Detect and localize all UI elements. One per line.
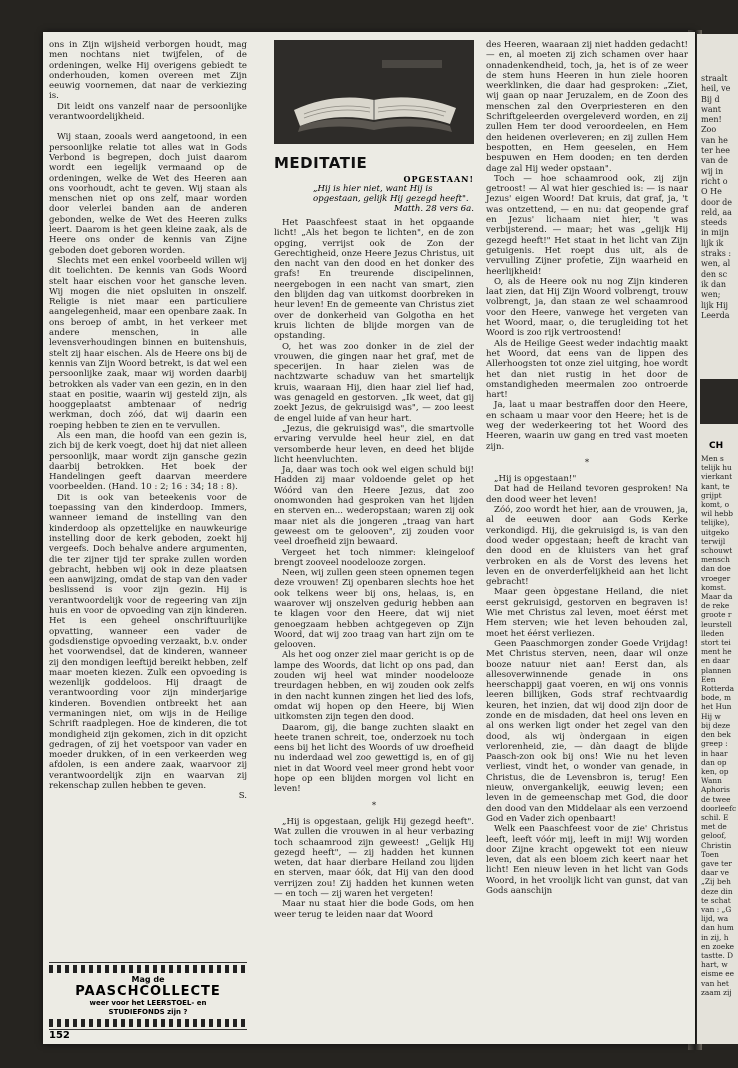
text-line: vroeger: [701, 573, 731, 583]
text-line: stort tei: [701, 638, 731, 648]
text-line: lijd, wa: [701, 914, 729, 924]
right-page-heading: CH: [709, 441, 724, 451]
right-page-edge: [697, 34, 738, 1044]
text-line: Zoo: [701, 125, 717, 135]
section-star: *: [584, 457, 590, 468]
paragraph: Maar geen òpgestane Heiland, die niet eerst gekruisigd, gestorven en begraven is! Wie met Christus zal leven, moet éérst met Hem sterven; wie het leven behouden zal, moet het éérst verliezen.: [486, 587, 688, 639]
text-line: straks :: [701, 249, 732, 259]
text-line: Rotterda: [701, 684, 734, 694]
text-line: gave ter: [701, 858, 732, 868]
text-line: tastte. D: [701, 950, 734, 960]
left-page: [43, 32, 695, 1044]
paragraph: Zóó, zoo wordt het hier, aan de vrouwen, ja, al de eeuwen door aan Gods Kerke verkondigd. Hij, die gekruisigd is, is van den dood weder opgestaan; heeft de kracht van den dood en de kluisters van het graf verbroken en als de Vorst des levens het leven en de onverderfelijkheid aan het licht gebracht!: [486, 505, 688, 588]
text-line: „Zij beh: [701, 877, 731, 887]
text-line: vierkant: [701, 472, 733, 482]
paragraph: Geen Paaschmorgen zonder Goede Vrijdag! Met Christus sterven, neen, daar wil onze booze natuur niet aan! Eerst dan, als allesoverwinnende genade in ons heerschappij gaat voeren, en wij ons vonnis leeren billijken, Gods straf rechtvaardig keuren, het inzien, dat wij dood zijn door de zonde en de misdaden, dat heel ons leven en al ons werken ligt onder het zegel van den dood, als wij òndergaan in eigen verlorenheid, zie, — dàn daagt de blijde Paasch-zon ook bij ons! Wie nu het leven verliest, vindt het, o wonder van genade, in Christus, die de Levensbron is, terug! Een nieuw, onvergankelijk, eeuwig leven; een leven in de gemeenschap met God, die door den dood van den Middelaar als een verzoend God en Vader zich openbaart!: [486, 638, 688, 824]
meditatie-subtitle: OPGESTAAN!: [403, 174, 474, 184]
paragraph: Maar nu staat hier die bode Gods, om hen weer terug te leiden naar dat Woord: [274, 899, 474, 920]
text-line: Maar da: [701, 592, 733, 602]
text-line: den sc: [701, 269, 728, 279]
text-line: want: [701, 104, 721, 114]
text-line: ik dan: [701, 279, 726, 289]
text-line: Bij d: [701, 94, 720, 104]
text-line: telijk hu: [701, 463, 732, 473]
text-line: Toen: [701, 849, 719, 859]
text-line: dan hum: [701, 923, 734, 933]
paragraph: Als de Heilige Geest weder indachtig maakt het Woord, dat eens van de lippen des Allerhoogsten tot onze ziel uitging, hoe wordt het dan niet rustig in het door de omstandigheden meermalen zoo ontroerde hart!: [486, 338, 688, 401]
motto-reference: Matth. 28 vers 6a.: [393, 204, 474, 214]
text-line: het Hun: [701, 702, 732, 712]
motto-text: „Hij is hier niet, want Hij is opgestaan, gelijk Hij gezegd heeft".: [313, 184, 469, 204]
paragraph: Vergeet het toch nimmer: kleingeloof brengt zooveel noodelooze zorgen.: [274, 547, 474, 568]
text-line: Aphoris: [701, 785, 730, 795]
paaschcollecte-advertisement: [49, 962, 247, 1030]
text-line: groote r: [701, 610, 732, 620]
paragraph: O, als de Heere ook nu nog Zijn kinderen laat zien, dat Hij Zijn Woord volbrengt, trouw volbrengt, ja, dan staan ze wel schaamrood voor den Heere, vanwege het vergeten van het Woord, maar, o, die terugleiding tot het Woord is zoo rijk vertroostend!: [486, 276, 688, 339]
paragraph: Dit is ook van beteekenis voor de toepassing van den kinderdoop. Immers, wanneer iemand de instelling van den kinderdoop als opzettelijke en nauwkeurige instelling door de kerk geboden, zoekt hij vergeefs. Doch behalve andere argumenten, die ter zijner tijd ter sprake zullen worden gebracht, hebben wij ook in deze plaatsen een aanwijzing, omdat de stap van den vader beslissend is voor zijn gezin. Hij is verantwoordelijk voor de regeering van zijn huis en voor de opvoeding van zijn kinderen. Het is een geheel onschriftuurlijke opvatting, wanneer een vader de godsdienstige opvoeding verzaakt, b.v. onder het voorwendsel, dat de kinderen, wanneer zij den mondigen leeftijd bereikt hebben, zelf maar moeten kiezen. Zulk een opvoeding is wezenlijk goddeloos. Hij draagt de verantwoording voor zijn minderjarige kinderen. Bovendien ontbreekt het aan vermaningen niet, om wijs in de Heilige Schrift raadplegen. Hoe de kinderen, die tot mondigheid zijn gekomen, zich in dit opzicht gedragen, of zij het voetspoor van vader en moeder drukken, of in een verkeerden weg afdolen, is een andere zaak, waarvoor zij verantwoordelijk zijn en waarvan zij rekenschap zullen hebben te geven.: [49, 492, 247, 792]
text-line: mensch: [701, 555, 730, 565]
text-line: Wann: [701, 776, 722, 786]
text-line: grijpt: [701, 490, 722, 500]
text-line: steeds: [701, 218, 728, 228]
text-line: telijke),: [701, 518, 730, 528]
open-bible-illustration: [274, 40, 474, 144]
text-line: en zoeke: [701, 941, 735, 951]
text-line: komst.: [701, 582, 727, 592]
meditatie-title: MEDITATIE: [274, 154, 368, 172]
text-line: kant, te: [701, 481, 730, 491]
text-line: richt o: [701, 176, 728, 186]
text-line: Een: [701, 674, 716, 684]
text-line: de twee: [701, 794, 731, 804]
text-line: bij deze: [701, 720, 731, 730]
text-line: van de: [701, 156, 728, 166]
text-line: den bek: [701, 730, 731, 740]
paragraph: Daarom, gij, die bange zuchten slaakt en heete tranen schreit, toe, onderzoek nu toch eens bij het licht des Woords of uw droefheid nu inderdaad wel zoo gewettigd is, en of gij niet in dat Woord veel meer grond hebt voor hope op een blijden morgen vol licht en leven!: [274, 722, 474, 795]
text-line: O He: [701, 187, 722, 197]
text-line: met de: [701, 822, 727, 832]
paragraph: O, het was zoo donker in de ziel der vrouwen, die gingen naar het graf, met de specerijen. In haar zielen was de nachtzwarte schaduw van het smartelijk kruis, waaraan Hij, dien haar ziel lief had, was genageld en gestorven. „Ik weet, dat gij zoekt Jezus, de gekruisigd was", — zoo leest de engel luide af van heur hart.: [274, 341, 474, 424]
ad-line-4: STUDIEFONDS zijn ?: [108, 1008, 188, 1016]
bible-verse-motto: [313, 184, 474, 214]
paragraph: Dit leidt ons vanzelf naar de persoonlijke verantwoordelijkheid.: [49, 101, 247, 123]
text-line: terwijl: [701, 536, 726, 546]
text-line: wen, al: [701, 259, 731, 269]
paragraph: Als het oog onzer ziel maar gericht is op de lampe des Woords, dat licht op ons pad, dan zouden wij heel wat minder noodelooze treurdagen hebben, en wij zouden ook zelfs in den nacht kunnen zingen het lied des lofs, omdat wij hopen op den Heere, bij Wien uitkomsten zijn tegen den dood.: [274, 650, 474, 723]
text-line: schouwt: [701, 546, 733, 556]
right-page-top-text: [701, 74, 738, 321]
open-book-icon: [274, 40, 474, 144]
author-signature: S.: [238, 791, 247, 802]
text-line: hart, w: [701, 960, 728, 970]
column-1: [49, 40, 247, 802]
page-number: 152: [49, 1030, 70, 1041]
text-line: daar ve: [701, 868, 729, 878]
text-line: ter hee: [701, 146, 730, 156]
text-line: geloof,: [701, 831, 727, 841]
text-line: plannen: [701, 665, 732, 675]
text-line: eisme ee: [701, 969, 735, 979]
ornament-border: [49, 965, 247, 973]
text-line: Men s: [701, 454, 724, 463]
text-line: van : „G: [701, 904, 732, 914]
text-line: door de: [701, 197, 732, 207]
text-line: dan op: [701, 757, 727, 767]
text-line: en daar: [701, 656, 730, 666]
text-line: greep :: [701, 739, 728, 749]
text-line: heil, ve: [701, 84, 731, 94]
text-line: schil. E: [701, 812, 729, 822]
paragraph: „Hij is opgestaan, gelijk Hij gezegd heeft". Wat zullen die vrouwen in al heur verbazing toch schaamrood zijn geweest! „Gelijk Hij gezegd heeft", — zij hadden het kunnen weten, dat haar dierbare Heiland zou lijden en sterven, maar óók, dat Hij van den dood verrijzen zou! Zij hadden het kunnen weten — en toch — zij waren het vergeten!: [274, 816, 474, 899]
text-line: wij in: [701, 166, 724, 176]
text-line: ment he: [701, 647, 732, 657]
paragraph: Dat had de Heiland tevoren gesproken! Na den dood weer het leven!: [486, 484, 688, 505]
paragraph: „Hij is opgestaan!": [494, 474, 577, 485]
text-line: wil hebb: [701, 509, 733, 519]
text-line: de reke: [701, 601, 730, 611]
ad-headline: PAASCHCOLLECTE: [75, 984, 221, 999]
paragraph: „Jezus, die gekruisigd was", die smartvolle ervaring vervulde heel heur ziel, en dat versomberde heur leven, en deed het blijde licht heenvluchten.: [274, 423, 474, 465]
paragraph: Ja, laat u maar bestraffen door den Heere, en schaam u maar voor den Heere; het is de weg der wederkeering tot het Woord des Heeren, waarin uw gang en tred vast moeten zijn.: [486, 400, 688, 452]
text-line: reld, aa: [701, 207, 732, 217]
paragraph: Welk een Paaschfeest voor de zie' Christus leeft, leeft vóór mij, leeft in mij! Wij worden door Zijne kracht opgewekt tot een nieuw leven, dat als een bloem zich keert naar het licht! Een nieuw leven in het licht van Gods Woord, in het vroolijk licht van gunst, dat van Gods aanschijn: [486, 824, 688, 897]
paragraph: des Heeren, waaraan zij niet hadden gedacht! — en, al moeten zij zich schamen over haar onnadenkendheid, toch, ja, het is of ze weer de stem huns Heeren in hun ziele hooren weerklinken, die daar had gesproken: „Ziet, wij gaan op naar Jeruzalem, en de Zoon des menschen zal den Overpriesteren en den Schriftgeleerden overgeleverd worden, en zij zullen Hem ter dood veroordeelen, en Hem den heidenen overleveren; en zij zullen Hem bespotten, en Hem geeselen, en Hem bespuwen en Hem dooden; en ten derden dage zal Hij weder opstaan".: [486, 40, 688, 174]
text-line: in mijn: [701, 228, 730, 238]
ad-line-3: weer voor het LEERSTOEL- en: [89, 999, 207, 1007]
text-line: Christin: [701, 840, 732, 850]
text-line: wen;: [701, 290, 721, 300]
text-line: men!: [701, 115, 722, 125]
paragraph: Neen, wij zullen geen steen opnemen tegen deze vrouwen! Zij openbaren slechts hoe het ook telkens weer bij ons, helaas, is, en waarover wij onszelven gedurig hebben aan te klagen voor den Heere, dat wij niet genoegzaam hebben achtgegeven op Zijn Woord, dat wij zoo traag van hart zijn om te gelooven.: [274, 568, 474, 651]
paragraph: Het Paaschfeest staat in het opgaande licht! „Als het begon te lichten", en de zon opging, verrijst ook de Zon der Gerechtigheid, onze Heere Jezus Christus, uit den nacht van den dood en het donker des grafs! En treurende discipelinnen, neergebogen in een nacht van smart, zien den blijden dag van uitkomst doorbreken in heur leven! En de gemeente van Christus ziet over de donkerheid van Golgotha en het kruis lichten de blijde morgen van de opstanding.: [274, 218, 474, 342]
ornament-border: [49, 1019, 247, 1027]
column-2: [274, 218, 474, 920]
paragraph: Ja, daar was toch ook wel eigen schuld bij! Hadden zij maar voldoende gelet op het Wóórd van den Heere Jezus, dat zoo onomwonden had gesproken van het lijden en sterven en... wederopstaan; waren zij ook maar niet als die jongeren „traag van hart geweest om te gelooven", zij zouden voor veel droefheid zijn bewaard.: [274, 465, 474, 548]
text-line: in zij, h: [701, 932, 729, 942]
text-line: van he: [701, 135, 728, 145]
ad-line-1: Mag de: [131, 975, 165, 984]
paragraph: Slechts met een enkel voorbeeld willen wij dit toelichten. De kennis van Gods Woord stelt haar eischen voor het gansche leven. Wij mogen die niet opsluiten in onszelf. Religie is niet maar een particuliere aangelegenheid, maar een openbare zaak. In ons beroep of ambt, in het verkeer met andere menschen, in alle levensverhoudingen binnen en buitenshuis, stelt zij haar eischen. Als de Heere ons bij de kennis van Zijn Woord betrekt, is dat wel een persoonlijke zaak, maar wij worden daarbij betrokken als vader van een gezin, en in den staat en positie, waarin wij gesteld zijn, als hooggeplaatst ambtenaar of nedrig werkman, doch zóó, dat wij daarin een roeping hebben te zien en te vervullen.: [49, 255, 247, 431]
text-line: uitgeko: [701, 527, 730, 537]
column-3: [486, 40, 688, 896]
text-line: komt, o: [701, 500, 730, 510]
right-page-illustration: [700, 379, 738, 424]
text-line: Leerda: [701, 310, 730, 320]
text-line: bode, m: [701, 693, 731, 703]
text-line: deze din: [701, 886, 733, 896]
paragraph: Wij staan, zooals werd aangetoond, in een persoonlijke relatie tot alles wat in Gods Verbond is begrepen, doch juist daarom wordt een iegelijk vermaand op de ordeningen, welke de Wet des Heeren aan ons voorhoudt, acht te geven. Wij staan als menschen niet op ons zelf, maar worden door velerlei banden aan de anderen gebonden, welke de Wet des Heeren zulks leert. Daarom is het geen kleine zaak, als de Heere ons onder de kennis van Zijne geboden doet geboren worden.: [49, 132, 247, 256]
section-star: *: [371, 800, 377, 811]
text-line: van het: [701, 978, 729, 988]
text-line: lleden: [701, 628, 724, 638]
paragraph: Als een man, die hoofd van een gezin is, zich bij de kerk voegt, doet hij dat niet alleen persoonlijk, maar wordt zijn gansche gezin daarbij betrokken. Het boek der Handelingen geeft daarvan meerdere voorbeelden. (Hand. 10 : 2; 16 : 34; 18 : 8).: [49, 430, 247, 493]
text-line: lijk Hij: [701, 300, 729, 310]
text-line: straalt: [701, 74, 728, 83]
text-line: te schat: [701, 895, 731, 905]
right-page-body-text: [701, 454, 738, 997]
text-line: doorleefc: [701, 803, 737, 813]
text-line: zaam zij: [701, 987, 732, 997]
text-line: Hij w: [701, 711, 721, 721]
text-line: in haar: [701, 748, 728, 758]
text-line: lijk ik: [701, 238, 724, 248]
paragraph: ons in Zijn wijsheid verborgen houdt, mag men nochtans niet twijfelen, of de ordeningen, welke Hij overigens gebiedt te onderhouden, komen overeen met Zijn eeuwig voornemen, dat naar de verkiezing is.: [49, 40, 247, 102]
paragraph: Toch — hoe schaamrood ook, zij zijn getroost! — Al wat hier geschied is: — is naar Jezus' eigen Woord! Dat kruis, dat graf, ja, 't was ontzettend, — en nu: dat geopende graf en Jezus' lichaam niet hier, 't was verbijsterend. — maar; het was „gelijk Hij gezegd heeft!" Het staat in het licht van Zijn getuigenis. Het roept dus uit, als de vervulling Zijner profetie, Zijn waarheid en heerlijkheid!: [486, 173, 688, 277]
text-line: ken, op: [701, 766, 729, 776]
text-line: leurstell: [701, 619, 732, 629]
text-line: dan doe: [701, 564, 731, 574]
